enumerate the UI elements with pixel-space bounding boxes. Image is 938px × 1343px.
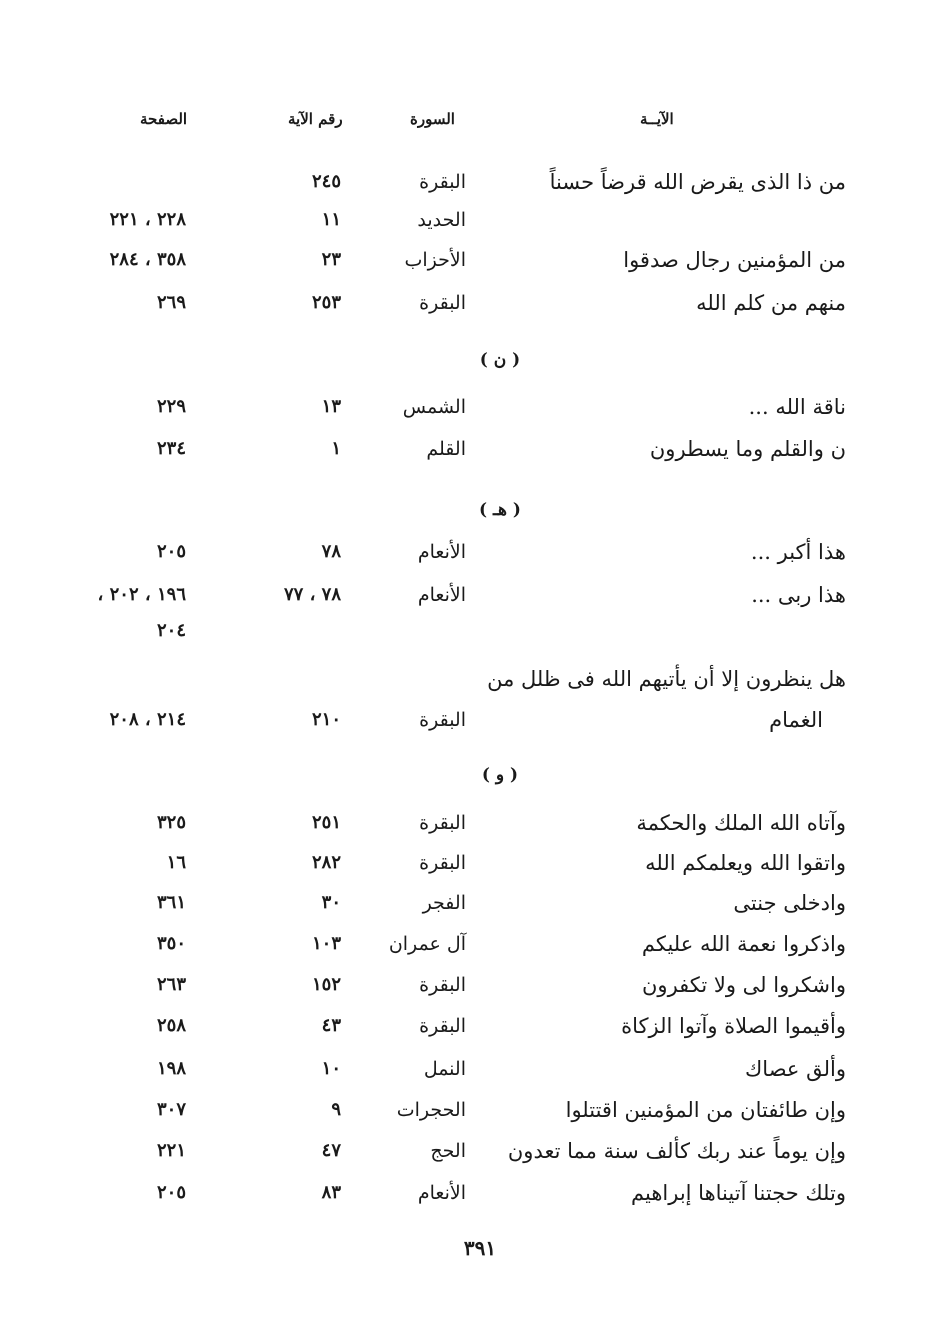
verse-text: وآتاه الله الملك والحكمة: [636, 811, 846, 835]
table-row: [0, 1134, 938, 1168]
surah-name: آل عمران: [388, 933, 466, 955]
verse-text: هذا ربى ...: [751, 583, 846, 607]
table-row: [0, 286, 938, 320]
verse-text: هل ينظرون إلا أن يأتيهم الله فى ظلل من: [487, 667, 846, 691]
table-row: [0, 165, 938, 199]
verse-text: هذا أكبر ...: [750, 540, 846, 564]
table-row: [0, 927, 938, 961]
ayah-number: ٨٣: [321, 1182, 341, 1203]
verse-text: وألق عصاك: [744, 1057, 846, 1081]
page-reference: ٣٦١: [156, 892, 186, 913]
surah-name: الحجرات: [396, 1099, 466, 1121]
verse-text: واتقوا الله ويعلمكم الله: [645, 851, 846, 875]
verse-text: واشكروا لى ولا تكفرون: [642, 973, 846, 997]
ayah-number: ٢٥٣: [311, 292, 341, 313]
header-surah: السورة: [410, 110, 455, 128]
page-reference: ٢٥٨: [156, 1015, 186, 1036]
verse-text: من ذا الذى يقرض الله قرضاً حسناً: [549, 170, 846, 194]
surah-name: النمل: [423, 1058, 466, 1080]
surah-name: الحج: [430, 1140, 466, 1162]
surah-name: البقرة: [419, 171, 466, 193]
page-reference: ٣٢٥: [156, 812, 186, 833]
ayah-number: ١٠: [321, 1058, 341, 1079]
ayah-number: ٢٨٢: [311, 852, 341, 873]
ayah-number: ٩: [331, 1099, 341, 1120]
header-ayah-number: رقم الآية: [288, 110, 343, 128]
verse-text: ناقة الله ...: [748, 395, 846, 419]
ayah-number: ٢٤٥: [311, 171, 341, 192]
verse-text: وأقيموا الصلاة وآتوا الزكاة: [621, 1014, 846, 1038]
ayah-number: ٢٣: [321, 249, 341, 270]
page-reference: ١٩٨: [156, 1058, 186, 1079]
ayah-number: ٣٠: [321, 892, 341, 913]
table-row: [0, 1176, 938, 1210]
table-row: [0, 846, 938, 880]
table-row: [0, 243, 938, 277]
verse-text: وإن يوماً عند ربك كألف سنة مما تعدون: [507, 1139, 846, 1163]
table-row: [0, 432, 938, 466]
surah-name: الحديد: [417, 209, 466, 231]
surah-name: البقرة: [419, 292, 466, 314]
page-reference: ٢١٤ ، ٢٠٨: [109, 709, 186, 730]
surah-name: الشمس: [402, 396, 466, 418]
table-row: [0, 806, 938, 840]
page-reference: ١٩٦ ، ٢٠٢ ،: [97, 584, 186, 605]
surah-name: الفجر: [422, 892, 466, 914]
surah-name: البقرة: [419, 812, 466, 834]
surah-name: الأنعام: [417, 1182, 466, 1204]
page-reference: ٣٠٧: [156, 1099, 186, 1120]
verse-text: من المؤمنين رجال صدقوا: [623, 248, 846, 272]
ayah-number: ١١: [321, 209, 341, 230]
table-row: [0, 703, 938, 737]
table-row: [0, 1052, 938, 1086]
verse-text: ن والقلم وما يسطرون: [649, 437, 846, 461]
verse-text: واذكروا نعمة الله عليكم: [641, 932, 846, 956]
ayah-number: ٤٣: [321, 1015, 341, 1036]
table-row: [0, 535, 938, 569]
table-row: [0, 203, 938, 237]
page-reference: ٢٠٤: [156, 620, 186, 641]
surah-name: البقرة: [419, 974, 466, 996]
surah-name: البقرة: [419, 1015, 466, 1037]
table-row: [0, 886, 938, 920]
page-reference: ١٦: [166, 852, 186, 873]
surah-name: القلم: [426, 438, 466, 460]
verse-text: وتلك حجتنا آتيناها إبراهيم: [631, 1181, 846, 1205]
verse-continuation: الغمام: [769, 708, 823, 732]
table-row: [0, 390, 938, 424]
surah-name: الأنعام: [417, 584, 466, 606]
ayah-number: ٧٨ ، ٧٧: [283, 584, 341, 605]
surah-name: البقرة: [419, 852, 466, 874]
surah-name: الأحزاب: [404, 249, 466, 271]
page-reference: ٣٥٠: [156, 933, 186, 954]
section-letter: ( و ): [481, 765, 519, 785]
page-reference: ٢٠٥: [156, 541, 186, 562]
page-reference: ٢٦٩: [156, 292, 186, 313]
page-reference: ٢٢١: [156, 1140, 186, 1161]
header-page: الصفحة: [140, 110, 188, 128]
ayah-number: ٤٧: [321, 1140, 341, 1161]
table-row: [0, 614, 938, 648]
surah-name: البقرة: [419, 709, 466, 731]
ayah-number: ٢٥١: [311, 812, 341, 833]
page-reference: ٢٢٩: [156, 396, 186, 417]
page-reference: ٢٠٥: [156, 1182, 186, 1203]
page-number: ٣٩١: [463, 1236, 497, 1260]
page-reference: ٢٣٤: [156, 438, 186, 459]
surah-name: الأنعام: [417, 541, 466, 563]
section-letter: ( ن ): [479, 350, 521, 370]
ayah-number: ١٣: [321, 396, 341, 417]
page-reference: ٢٢٨ ، ٢٢١: [109, 209, 186, 230]
verse-text: وادخلى جنتى: [733, 891, 846, 915]
table-row: [0, 578, 938, 612]
section-letter: ( هـ ): [479, 500, 521, 520]
header-verse: الآيــة: [640, 110, 674, 128]
ayah-number: ٢١٠: [311, 709, 341, 730]
verse-text: منهم من كلم الله: [696, 291, 846, 315]
ayah-number: ١٠٣: [311, 933, 341, 954]
table-row: [0, 1009, 938, 1043]
ayah-number: ١٥٢: [311, 974, 341, 995]
ayah-number: ٧٨: [321, 541, 341, 562]
page-reference: ٣٥٨ ، ٢٨٤: [109, 249, 186, 270]
ayah-number: ١: [331, 438, 341, 459]
table-row: [0, 968, 938, 1002]
page-reference: ٢٦٣: [156, 974, 186, 995]
table-row: [0, 1093, 938, 1127]
verse-text: وإن طائفتان من المؤمنين اقتتلوا: [565, 1098, 846, 1122]
table-row: [0, 662, 938, 696]
